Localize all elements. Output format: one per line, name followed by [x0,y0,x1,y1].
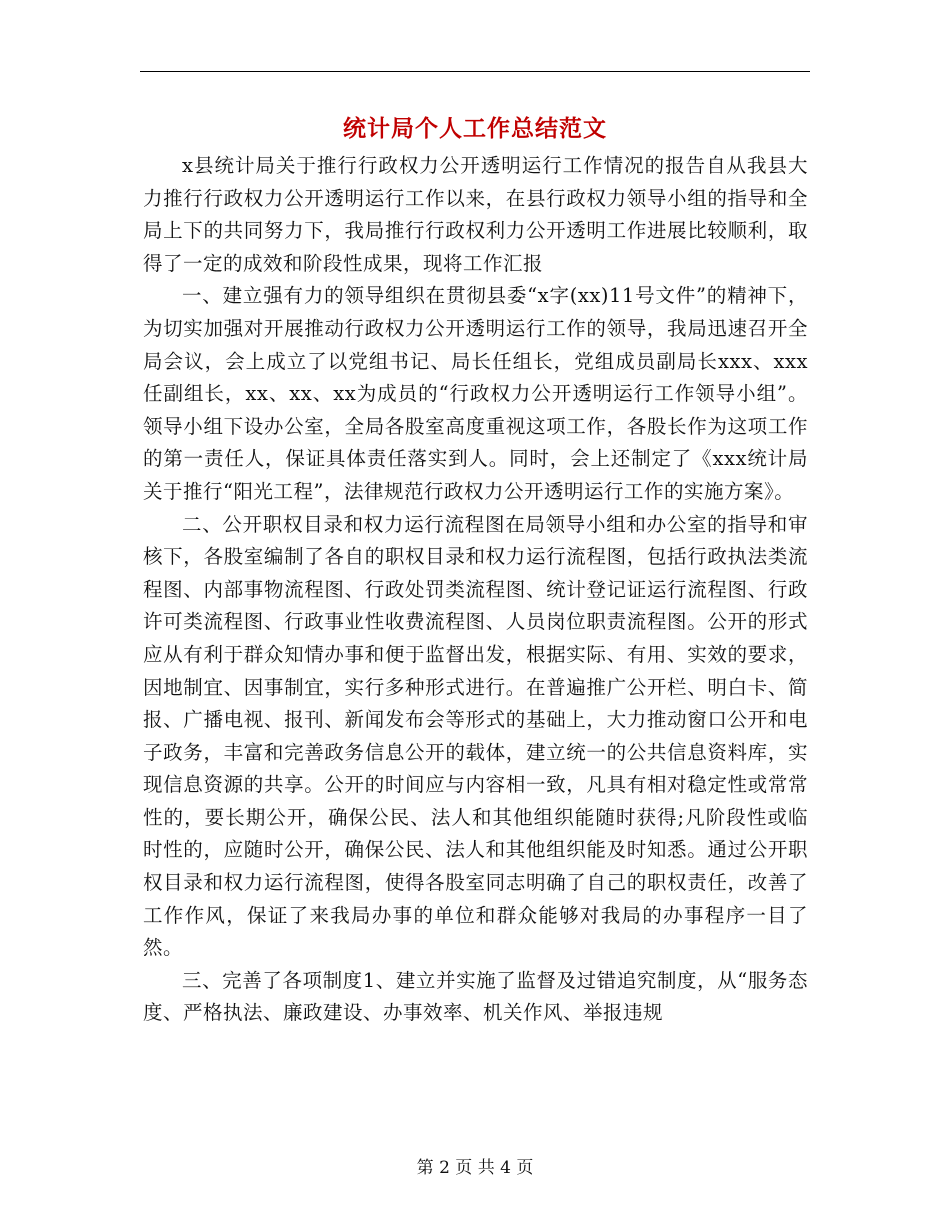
page-number: 第 2 页 共 4 页 [416,1158,534,1178]
document-body [143,150,808,1030]
paragraph-section-2: 二、公开职权目录和权力运行流程图在局领导小组和办公室的指导和审核下，各股室编制了各自的职权目录和权力运行流程图，包括行政执法类流程图、内部事物流程图、行政处罚类流程图、统计登记证运行流程图、行政许可类流程图、行政事业性收费流程图、人员岗位职责流程图。公开的形式应从有利于群众知情办事和便于监督出发，根据实际、有用、实效的要求，因地制宜、因事制宜，实行多种形式进行。在普遍推广公开栏、明白卡、简报、广播电视、报刊、新闻发布会等形式的基础上，大力推动窗口公开和电子政务，丰富和完善政务信息公开的载体，建立统一的公共信息资料库，实现信息资源的共享。公开的时间应与内容相一致，凡具有相对稳定性或常常性的，要长期公开，确保公民、法人和其他组织能随时获得;凡阶段性或临时性的，应随时公开，确保公民、法人和其他组织能及时知悉。通过公开职权目录和权力运行流程图，使得各股室同志明确了自己的职权责任，改善了工作作风，保证了来我局办事的单位和群众能够对我局的办事程序一目了然。 [143,512,808,960]
paragraph-section-1: 一、建立强有力的领导组织在贯彻县委“x字(xx)11号文件”的精神下，为切实加强对开展推动行政权力公开透明运行工作的领导，我局迅速召开全局会议，会上成立了以党组书记、局长任组长，党组成员副局长xxx、xxx任副组长，xx、xx、xx为成员的“行政权力公开透明运行工作领导小组”。领导小组下设办公室，全局各股室高度重视这项工作，各股长作为这项工作的第一责任人，保证具体责任落实到人。同时，会上还制定了《xxx统计局关于推行“阳光工程”，法律规范行政权力公开透明运行工作的实施方案》。 [143,284,808,503]
paragraph-intro: x县统计局关于推行行政权力公开透明运行工作情况的报告自从我县大力推行行政权力公开透明运行工作以来，在县行政权力领导小组的指导和全局上下的共同努力下，我局推行行政权利力公开透明工作进展比较顺利，取得了一定的成效和阶段性成果，现将工作汇报 [143,154,808,275]
document-title: 统计局个人工作总结范文 [343,115,607,142]
header-rule [140,71,810,72]
paragraph-section-3: 三、完善了各项制度1、建立并实施了监督及过错追究制度，从“服务态度、严格执法、廉政建设、办事效率、机关作风、举报违规 [143,968,808,1025]
